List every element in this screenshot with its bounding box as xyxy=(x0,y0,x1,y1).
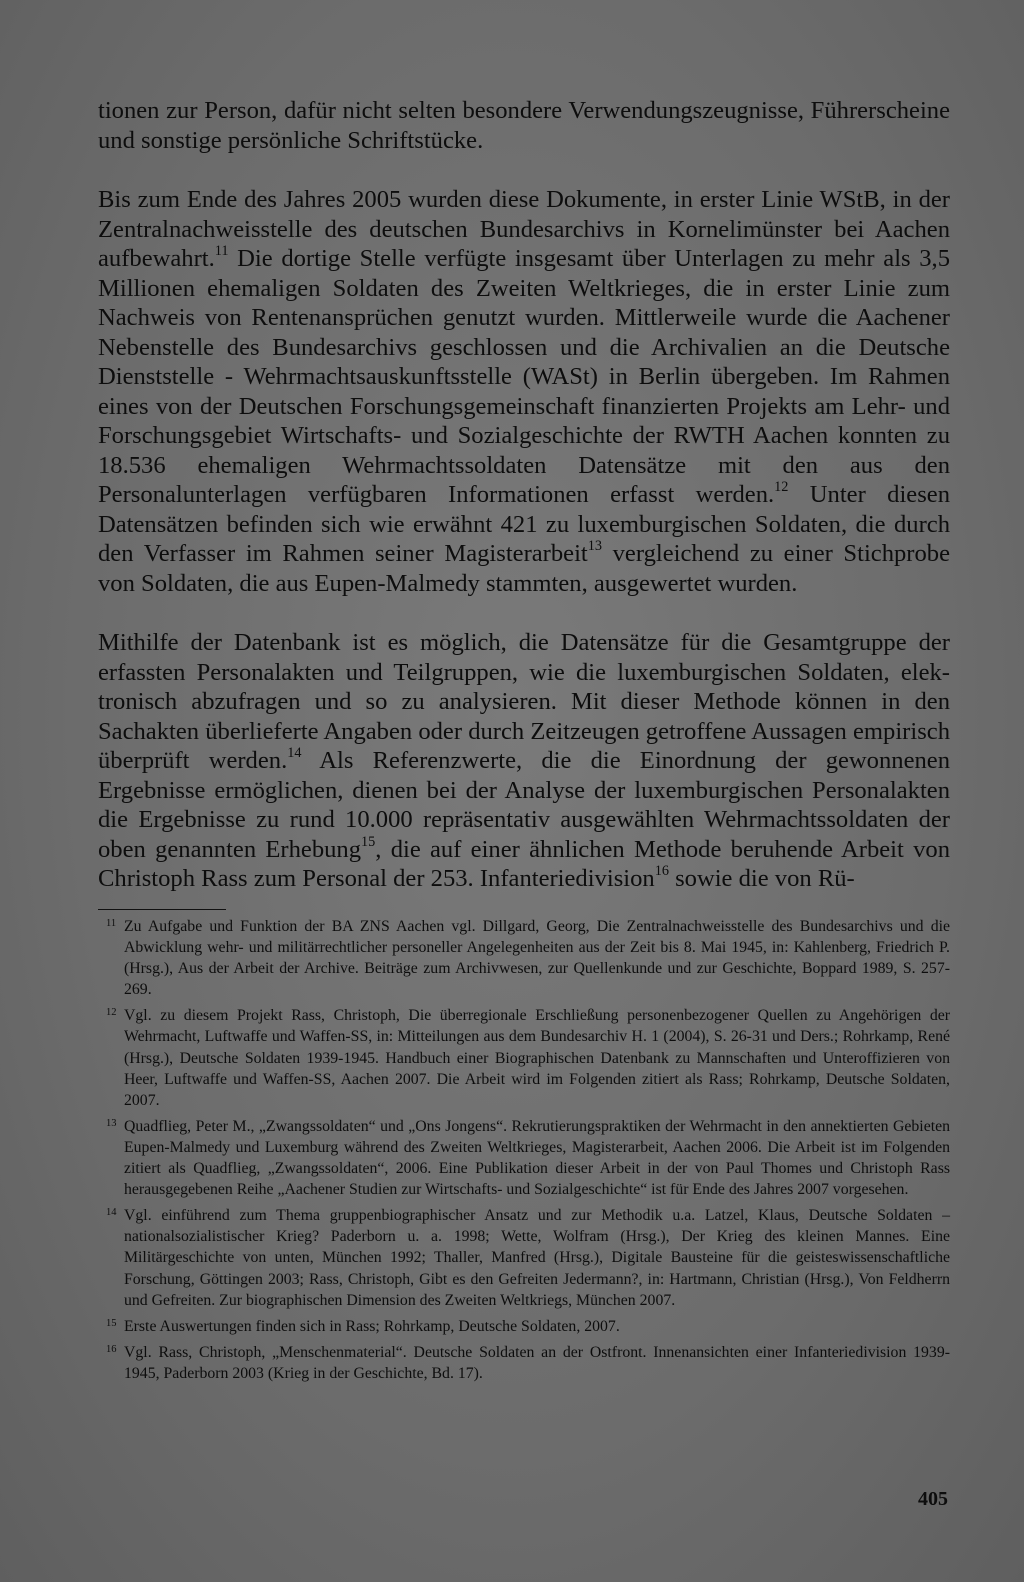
footnote-12 xyxy=(98,1005,950,1110)
footnote-ref-15[interactable]: 15 xyxy=(361,833,376,850)
paragraph-2-text-c: Unter diesen Datensätzen befinden sich wie erwähnt 421 zu luxemburgischen Soldaten, die durch den Verfasser im Rahmen seiner Magisterarbeit xyxy=(98,481,950,567)
footnote-number: 11 xyxy=(106,918,117,929)
footnote-14 xyxy=(98,1205,950,1310)
paragraph-3-text-a: Mithilfe der Datenbank ist es möglich, die Datensätze für die Gesamtgruppe der erfassten Personalakten und Teilgruppen, wie die luxemburgischen Soldaten, elektronisch abzufragen und so zu analysieren. Mit dieser Methode können in den Sachakten überlieferte Angaben oder durch Zeitzeugen getroffene Aussagen empirisch überprüft werden. xyxy=(98,629,950,774)
paragraph-1-text: tionen zur Person, dafür nicht selten besondere Verwendungszeugnisse, Führerscheine und sonstige persönliche Schriftstücke. xyxy=(98,97,950,154)
paragraph-2-text-d: vergleichend zu einer Stichprobe von Soldaten, die aus Eupen-Malmedy stammten, ausgewertet wurden. xyxy=(98,540,950,597)
paragraph-3-text-c: , die auf einer ähnlichen Methode beruhende Arbeit von Christoph Rass zum Personal der 253. Infanteriedivision xyxy=(98,835,950,892)
footnote-text: Vgl. einführend zum Thema gruppenbiographischer Ansatz und zur Methodik u.a. Latzel, Klaus, Deutsche Soldaten – nationalsozialistischer Krieg? Paderborn u. a. 1998; Wette, Wolfram (Hrsg.), Der Krieg des kleinen Mannes. Eine Militärgeschichte von unten, München 1992; Thaller, Manfred (Hrsg.), Digitale Bausteine für die geisteswissenschaftliche Forschung, Göttingen 2003; Rass, Christoph, Gibt es den Gefreiten Jedermann?, in: Hartmann, Christian (Hrsg.), Von Feldherrn und Gefreiten. Zur biographischen Dimension des Zweiten Weltkriegs, München 2007. xyxy=(124,1207,950,1309)
paragraph-2-text-a: Bis zum Ende des Jahres 2005 wurden diese Dokumente, in erster Linie WStB, in der Zentralnachweisstelle des deutschen Bundesarchivs in Kornelimünster bei Aachen aufbewahrt. xyxy=(98,186,950,272)
footnote-11 xyxy=(98,916,950,1000)
footnote-ref-14[interactable]: 14 xyxy=(287,745,302,762)
footnote-13 xyxy=(98,1116,950,1200)
paragraph-3-text-d: sowie die von Rü- xyxy=(668,865,855,892)
footnote-number: 13 xyxy=(106,1117,117,1129)
footnote-15 xyxy=(98,1316,950,1337)
footnote-text: Quadflieg, Peter M., „Zwangssoldaten“ und „Ons Jongens“. Rekrutierungspraktiken der Wehrmacht in den annektierten Gebieten Eupen-Malmedy und Luxemburg während des Zweiten Weltkrieges, Magisterarbeit, Aachen 2006. Die Arbeit ist im Folgenden zitiert als Quadflieg, „Zwangssoldaten“, 2006. Eine Publikation dieser Arbeit in der von Paul Thomes und Christoph Rass herausgegebenen Reihe „Aachener Studien zur Wirtschafts- und Sozialgeschichte“ ist für Ende des Jahres 2007 vorgesehen. xyxy=(124,1117,950,1199)
paragraph-3 xyxy=(98,628,950,894)
footnote-number: 15 xyxy=(106,1317,117,1329)
footnote-divider xyxy=(98,909,226,910)
footnote-16 xyxy=(98,1342,950,1384)
footnote-text: Zu Aufgabe und Funktion der BA ZNS Aachen vgl. Dillgard, Georg, Die Zentralnachweisstelle des Bundesarchivs und die Abwicklung wehr- und militärrechtlicher personeller Angelegenheiten aus der Zeit bis 8. Mai 1945, in: Kahlenberg, Friedrich P. (Hrsg.), Aus der Arbeit der Archive. Beiträge zum Archivwesen, zur Quellenkunde und zur Geschichte, Boppard 1989, S. 257-269. xyxy=(124,918,950,999)
footnote-number: 16 xyxy=(106,1343,117,1355)
paragraph-2-text-b: Die dortige Stelle verfügte insgesamt über Unterlagen zu mehr als 3,5 Millionen ehemaligen Soldaten des Zweiten Weltkrieges, die in erster Linie zum Nachweis von Rentenansprüchen genutzt wurden. Mittlerweile wurde die Aachener Nebenstelle des Bundesarchivs geschlossen und die Archivalien an die Deutsche Dienststelle - Wehrmachtsauskunftsstelle (WASt) in Berlin übergeben. Im Rahmen eines von der Deutschen Forschungsgemeinschaft finanzierten Projekts am Lehr- und Forschungsgebiet Wirtschafts- und Sozialgeschichte der RWTH Aachen konnten zu 18.536 ehemaligen Wehrmachtssoldaten Datensätze mit den aus den Personalunterlagen verfügbaren Informationen erfasst werden. xyxy=(98,245,950,508)
footnotes xyxy=(98,916,950,1389)
paragraph-2 xyxy=(98,185,950,598)
footnote-number: 14 xyxy=(106,1207,117,1219)
footnote-ref-12[interactable]: 12 xyxy=(774,479,789,496)
footnote-ref-11[interactable]: 11 xyxy=(214,243,229,260)
paragraph-1 xyxy=(98,96,950,155)
footnote-text: Erste Auswertungen finden sich in Rass; Rohrkamp, Deutsche Soldaten, 2007. xyxy=(124,1317,620,1335)
footnote-ref-16[interactable]: 16 xyxy=(654,863,669,880)
main-text xyxy=(98,96,950,894)
paragraph-3-text-b: Als Referenzwerte, die die Einordnung der gewonnenen Ergebnisse ermöglichen, dienen bei der Analyse der luxemburgischen Personalakten die Ergebnisse zu rund 10.000 repräsentativ ausgewählten Wehrmachtssoldaten der oben genannten Erhebung xyxy=(98,747,950,863)
footnote-text: Vgl. Rass, Christoph, „Menschenmaterial“. Deutsche Soldaten an der Ostfront. Innenansichten einer Infanteriedivision 1939-1945, Paderborn 2003 (Krieg in der Geschichte, Bd. 17). xyxy=(124,1343,950,1382)
footnote-ref-13[interactable]: 13 xyxy=(587,538,602,555)
footnote-text: Vgl. zu diesem Projekt Rass, Christoph, Die überregionale Erschließung personenbezogener Quellen zu Angehörigen der Wehrmacht, Luftwaffe und Waffen-SS, in: Mitteilungen aus dem Bundesarchiv H. 1 (2004), S. 26-31 und Ders.; Rohrkamp, René (Hrsg.), Deutsche Soldaten 1939-1945. Handbuch einer Biographischen Datenbank zu Mannschaften und Unteroffizieren von Heer, Luftwaffe und Waffen-SS, Aachen 2007. Die Arbeit wird im Folgenden zitiert als Rass; Rohrkamp, Deutsche Soldaten, 2007. xyxy=(124,1007,950,1109)
footnote-number: 12 xyxy=(106,1007,117,1019)
page-number: 405 xyxy=(918,1488,948,1510)
